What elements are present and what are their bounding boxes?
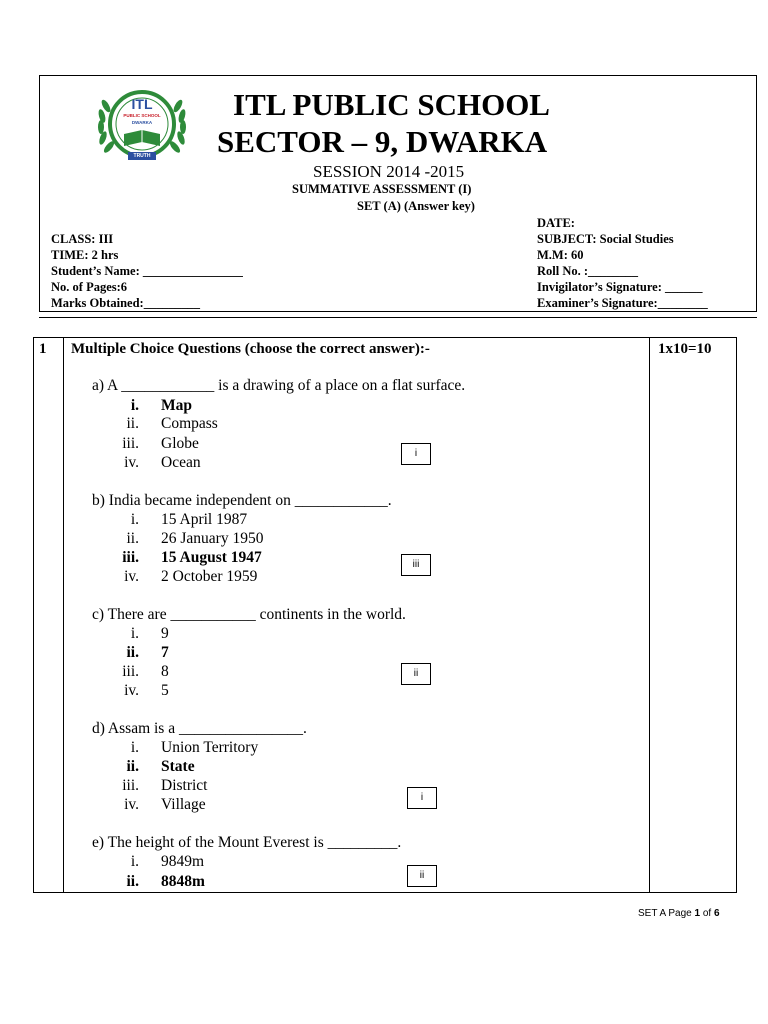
page-footer bbox=[638, 908, 720, 919]
question-number: 1 bbox=[39, 341, 47, 357]
option-text: 9849m bbox=[161, 853, 205, 870]
option-correct: 7 bbox=[161, 644, 169, 661]
option-number: iii. bbox=[122, 663, 139, 680]
option-text: 5 bbox=[161, 682, 169, 699]
option-number: iii. bbox=[122, 777, 139, 794]
option-number: iv. bbox=[124, 796, 139, 813]
option-number: ii. bbox=[126, 415, 139, 432]
option-number: iii. bbox=[122, 549, 139, 566]
assessment-line: SUMMATIVE ASSESSMENT (I) bbox=[292, 182, 472, 196]
question-d: d) Assam is a ________________. bbox=[92, 720, 307, 737]
table-divider bbox=[649, 337, 650, 893]
option-number: i. bbox=[130, 625, 139, 642]
subject-field: SUBJECT: Social Studies bbox=[537, 232, 674, 246]
option-text: Union Territory bbox=[161, 739, 259, 756]
pages-field: No. of Pages:6 bbox=[51, 280, 128, 294]
student-name-field: Student’s Name: ________________ bbox=[51, 264, 243, 278]
set-line: SET (A) (Answer key) bbox=[357, 199, 475, 213]
header-divider bbox=[39, 317, 757, 318]
option-number: iv. bbox=[124, 682, 139, 699]
option-number: iii. bbox=[122, 435, 139, 452]
class-field: CLASS: III bbox=[51, 232, 114, 246]
option-number: ii. bbox=[126, 873, 139, 890]
school-name: ITL PUBLIC SCHOOL bbox=[233, 87, 550, 122]
logo-text-main: ITL bbox=[131, 96, 153, 112]
answer-box-a: i bbox=[401, 443, 431, 465]
date-field: DATE: bbox=[537, 216, 575, 230]
examiner-signature-field: Examiner’s Signature:________ bbox=[537, 296, 708, 310]
option-text: Village bbox=[161, 796, 206, 813]
option-text: 15 April 1987 bbox=[161, 511, 248, 528]
student-info-left bbox=[51, 231, 243, 311]
answer-box-c: ii bbox=[401, 663, 431, 685]
school-location: SECTOR – 9, DWARKA bbox=[217, 124, 548, 159]
option-number: iv. bbox=[124, 568, 139, 585]
option-text: 9 bbox=[161, 625, 169, 642]
option-number: ii. bbox=[126, 644, 139, 661]
option-number: ii. bbox=[126, 758, 139, 775]
option-number: iv. bbox=[124, 454, 139, 471]
option-text: Globe bbox=[161, 435, 199, 452]
option-text: Ocean bbox=[161, 454, 201, 471]
table-divider bbox=[63, 337, 64, 893]
question-c: c) There are ___________ continents in the world. bbox=[92, 606, 406, 623]
option-number: i. bbox=[130, 511, 139, 528]
marks-obtained-field: Marks Obtained:_________ bbox=[51, 296, 200, 310]
option-text: District bbox=[161, 777, 208, 794]
question-a: a) A ____________ is a drawing of a place on a flat surface. bbox=[92, 377, 466, 394]
question-e: e) The height of the Mount Everest is _________. bbox=[92, 834, 402, 851]
footer-total-pages: 6 bbox=[714, 908, 720, 919]
answer-box-b: iii bbox=[401, 554, 431, 576]
answer-box-d: i bbox=[407, 787, 437, 809]
roll-no-field: Roll No. :________ bbox=[537, 264, 639, 278]
question-heading: Multiple Choice Questions (choose the correct answer):- bbox=[71, 341, 430, 357]
option-text: 26 January 1950 bbox=[161, 530, 264, 547]
option-number: i. bbox=[130, 397, 139, 414]
option-correct: 15 August 1947 bbox=[161, 549, 262, 566]
option-number: ii. bbox=[126, 530, 139, 547]
option-correct: Map bbox=[161, 397, 192, 414]
max-marks-field: M.M: 60 bbox=[537, 248, 584, 262]
school-logo bbox=[94, 84, 190, 164]
question-b: b) India became independent on ____________. bbox=[92, 492, 392, 509]
exam-info-right bbox=[537, 215, 708, 311]
option-correct: 8848m bbox=[161, 873, 205, 890]
option-number: i. bbox=[130, 853, 139, 870]
option-text: Compass bbox=[161, 415, 218, 432]
footer-page-number: 1 bbox=[694, 908, 701, 919]
footer-of: of bbox=[700, 908, 714, 919]
option-number: i. bbox=[130, 739, 139, 756]
option-text: 8 bbox=[161, 663, 169, 680]
marks-allocation: 1x10=10 bbox=[658, 341, 712, 357]
footer-prefix: SET A Page bbox=[638, 908, 695, 919]
logo-text-place: DWARKA bbox=[131, 120, 153, 125]
logo-text-sub: PUBLIC SCHOOL bbox=[123, 113, 161, 118]
logo-ribbon: TRUTH bbox=[133, 153, 151, 159]
invigilator-signature-field: Invigilator’s Signature: ______ bbox=[537, 280, 703, 294]
answer-box-e: ii bbox=[407, 865, 437, 887]
time-field: TIME: 2 hrs bbox=[51, 248, 119, 262]
option-text: 2 October 1959 bbox=[161, 568, 258, 585]
session-line: SESSION 2014 -2015 bbox=[313, 162, 465, 181]
option-correct: State bbox=[161, 758, 195, 775]
